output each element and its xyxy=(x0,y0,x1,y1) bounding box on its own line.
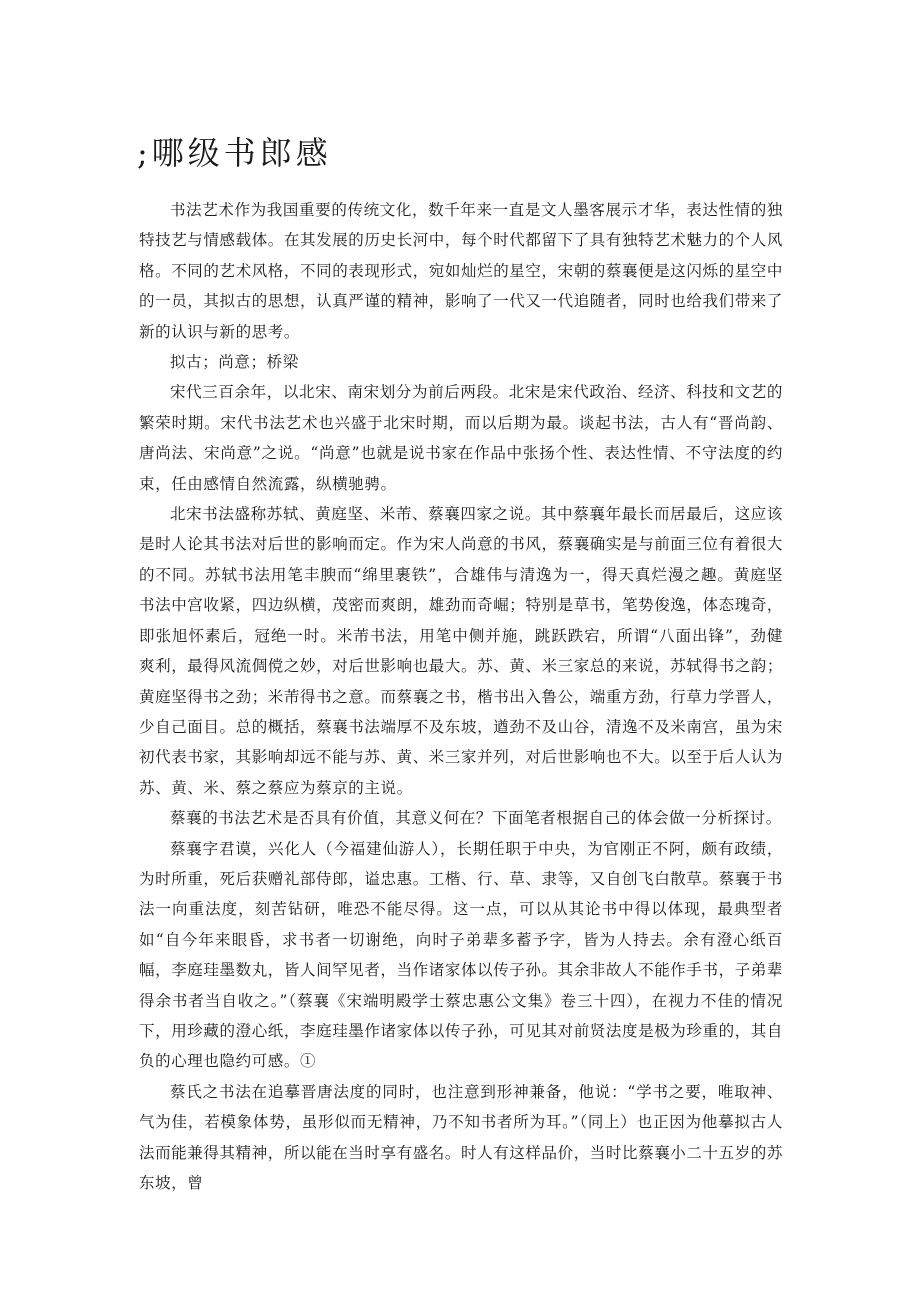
document-title: ;哪级书郎感 xyxy=(137,134,332,172)
paragraph-abstract: 书法艺术作为我国重要的传统文化，数千年来一直是文人墨客展示才华，表达性情的独特技艺与情感载体。在其发展的历史长河中，每个时代都留下了具有独特艺术魅力的个人风格。不同的艺术风格，不同的表现形式，宛如灿烂的星空，宋朝的蔡襄便是这闪烁的星空中的一员，其拟古的思想，认真严谨的精神，影响了一代又一代追随者，同时也给我们带来了新的认识与新的思考。 xyxy=(139,201,784,341)
paragraph-four-masters: 北宋书法盛称苏轼、黄庭坚、米芾、蔡襄四家之说。其中蔡襄年最长而居最后，这应该是时人论其书法对后世的影响而定。作为宋人尚意的书风，蔡襄确实是与前面三位有着很大的不同。苏轼书法用笔丰腴而“绵里裹铁”，合雄伟与清逸为一，得天真烂漫之趣。黄庭坚书法中宫收紧，四边纵横，茂密而爽朗，雄劲而奇崛；特别是草书，笔势俊逸，体态瑰奇，即张旭怀素后，冠绝一时。米芾书法，用笔中侧并施，跳跃跌宕，所谓“八面出锋”，劲健爽利，最得风流倜傥之妙，对后世影响也最大。苏、黄、米三家总的来说，苏轼得书之韵；黄庭坚得书之劲；米芾得书之意。而蔡襄之书，楷书出入鲁公，端重方劲，行草力学晋人，少自己面目。总的概括，蔡襄书法端厚不及东坡，遒劲不及山谷，清逸不及米南宫，虽为宋初代表书家，其影响却远不能与苏、黄、米三家并列，对后世影响也不大。以至于后人认为苏、黄、米、蔡之蔡应为蔡京的主说。 xyxy=(139,505,784,797)
paragraph-spirit: 蔡氏之书法在追摹晋唐法度的同时，也注意到形神兼备，他说：“学书之要，唯取神、气为佳，若模象体势，虽形似而无精神，乃不知书者所为耳。”（同上）也正因为他摹拟古人法而能兼得其精神，所以能在当时享有盛名。时人有这样品价，当时比蔡襄小二十五岁的苏东坡，曾 xyxy=(139,1082,784,1192)
paragraph-song-dynasty: 宋代三百余年，以北宋、南宋划分为前后两段。北宋是宋代政治、经济、科技和文艺的繁荣时期。宋代书法艺术也兴盛于北宋时期，而以后期为最。谈起书法，古人有“晋尚韵、唐尚法、宋尚意”之说。“尚意”也就是说书家在作品中张扬个性、表达性情、不守法度的约束，任由感情自然流露，纵横驰骋。 xyxy=(139,383,783,493)
document-body xyxy=(139,195,783,1198)
paragraph-cai-xiang-bio: 蔡襄字君谟，兴化人（今福建仙游人），长期任职于中央，为官刚正不阿，颇有政绩，为时所重，死后获赠礼部侍郎，谥忠惠。工楷、行、草、隶等，又自创飞白散草。蔡襄于书法一向重法度，刻苦钻研，唯恐不能尽得。这一点，可以从其论书中得以体现，最典型者如“自今年来眼昏，求书者一切谢绝，向时子弟辈多蓄予字，皆为人持去。余有澄心纸百幅，李庭珪墨数丸，皆人间罕见者，当作诸家体以传子孙。其余非故人不能作手书，子弟辈得余书者当自收之。”（蔡襄《宋端明殿学士蔡忠惠公文集》卷三十四），在视力不佳的情况下，用珍藏的澄心纸，李庭珪墨作诸家体以传子孙，可见其对前贤法度是极为珍重的，其自负的心理也隐约可感。① xyxy=(139,839,784,1071)
paragraph-keywords: 拟古；尚意；桥梁 xyxy=(170,353,299,372)
paragraph-question: 蔡襄的书法艺术是否具有价值，其意义何在？下面笔者根据自己的体会做一分析探讨。 xyxy=(170,809,782,828)
